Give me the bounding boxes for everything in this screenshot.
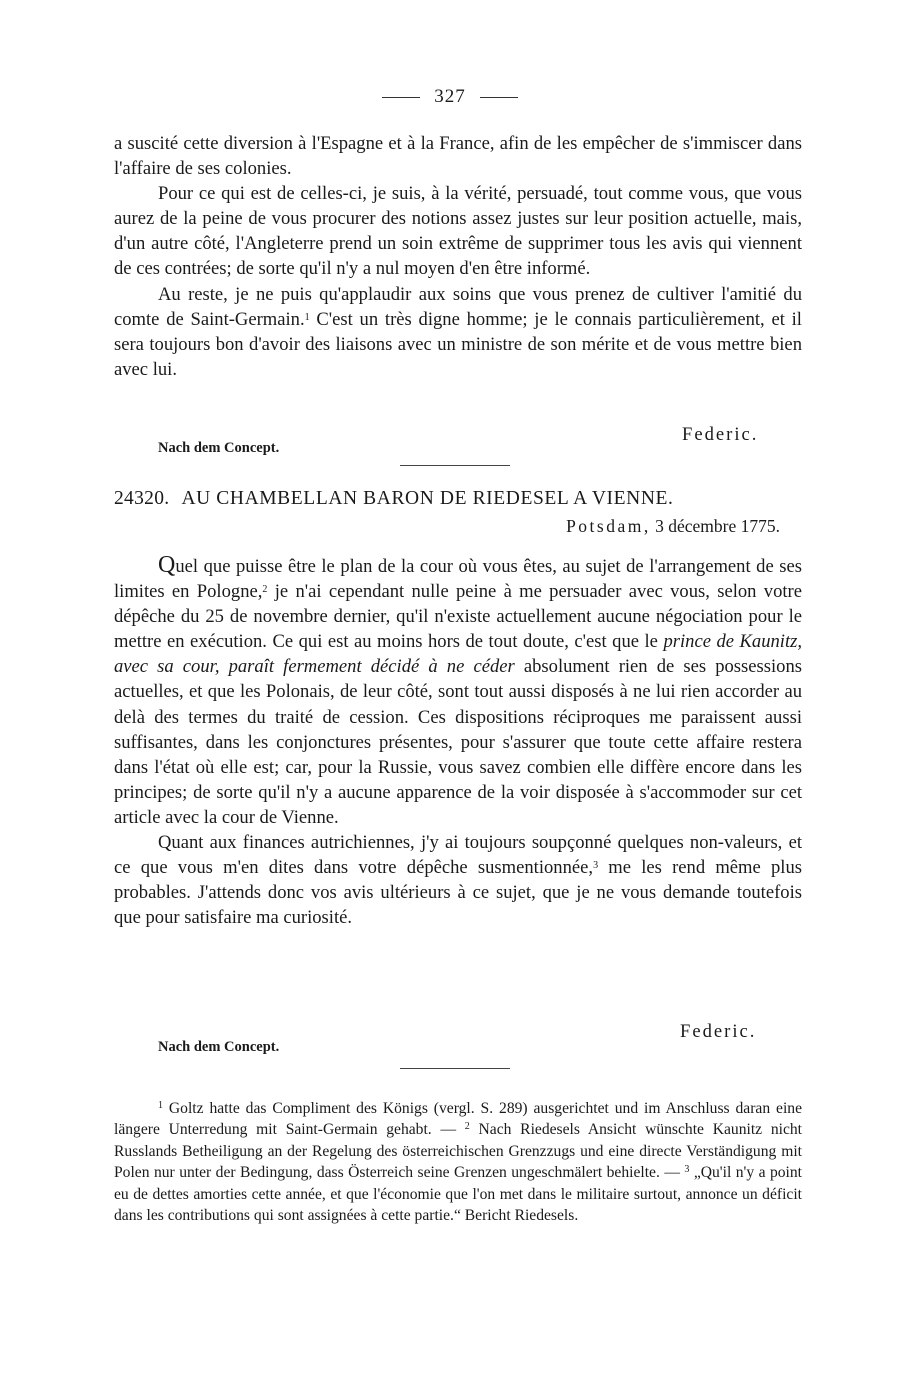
letter-body: [114, 553, 802, 930]
paragraph: [114, 830, 802, 930]
footnote-2: Nach Riedesels Ansicht wünschte Kaunitz nicht Russlands Betheiligung an der Regelung des österreichischen Grenzzugs und eine directe Verständigung mit Polen nur unter der Bedingung, dass Österreich seine Grenzen ungeschmälert behielte. —: [114, 1121, 802, 1182]
paragraph: [114, 553, 802, 830]
page-header: [0, 86, 900, 108]
footnote-ref: 1: [304, 311, 310, 323]
footnote-block: [114, 1098, 802, 1226]
paragraph-text: je n'ai cependant nulle peine à me persuader avec vous, selon votre dépêche du 25 de novembre dernier, qu'il n'existe actuellement aucune négociation pour le mettre en exécution. Ce qui est au moins hors de tout doute, c'est que le: [114, 581, 802, 653]
footnote-mark: 2: [464, 1121, 470, 1133]
header-dash-left: [382, 97, 420, 98]
footnote-mark: 3: [684, 1164, 690, 1176]
section-rule: [400, 465, 510, 466]
paragraph-text: absolument rien de ses possessions actuelles, et que les Polonais, de leur côté, sont tout aussi disposés à ne lui rien accorder au delà des termes du traité de cession. Ces dispositions réciproques me paraissent aussi suffisantes, dans les conjonctures présentes, pour s'assurer que toute cette affaire restera dans l'état où elle est; car, pour la Russie, vous savez combien elle diffère encore dans les principes; de sorte qu'il n'y a aucune apparence de la voir disposée à s'accommoder sur cet article avec la cour de Vienne.: [114, 656, 802, 828]
header-dash-right: [480, 97, 518, 98]
letter-date: 3 décembre 1775.: [655, 516, 780, 536]
paragraph-text: me les rend même plus probables. J'attends donc vos avis ultérieurs à ce sujet, que je ne vous demande toutefois que pour satisfaire ma curiosité.: [114, 857, 802, 929]
paragraph-text: Quant aux finances autrichiennes, j'y ai toujours soupçonné quelques non-valeurs, et ce que vous m'en dites dans votre dépêche susmentionnée,: [114, 832, 802, 879]
signature: Federic.: [680, 1021, 757, 1042]
footnote-1: Goltz hatte das Compliment des Königs (vergl. S. 289) ausgerichtet und im Anschluss daran eine längere Unterredung mit Saint-Germain gehabt. —: [114, 1100, 802, 1139]
paragraph-text: C'est un très digne homme; je le connais particulièrement, et il sera toujours bon d'avoir des liaisons avec un ministre de son mérite et de vous mettre bien avec lui.: [114, 308, 802, 380]
letter-place-date: [566, 516, 780, 537]
footnote-3: „Qu'il n'y a point eu de dettes amorties cette année, et que l'économie que l'on met dans le militaire surtout, annonce un déficit dans les contributions qui sont assignées à cette partie.“ Bericht Riedesels.: [114, 1164, 802, 1225]
preceding-letter-text: [114, 131, 802, 382]
paragraph-text: Au reste, je ne puis qu'applaudir aux soins que vous prenez de cultiver l'amitié du comte de Saint-Germain.: [114, 283, 802, 330]
footnotes: [114, 1098, 802, 1226]
page-number: 327: [434, 86, 466, 107]
letter-number: 24320.: [114, 488, 170, 509]
footnote-ref: 2: [262, 584, 268, 596]
footnote-mark: 1: [158, 1100, 163, 1111]
paragraph: [114, 282, 802, 382]
concept-note: Nach dem Concept.: [158, 1039, 280, 1055]
concept-note: Nach dem Concept.: [158, 440, 280, 456]
section-rule: [400, 1068, 510, 1069]
paragraph: Pour ce qui est de celles-ci, je suis, à la vérité, persuadé, tout comme vous, que vous aurez de la peine de vous procurer des notions assez justes sur leur position actuelle, mais, d'un autre côté, l'Angleterre prend un soin extrême de supprimer tous les avis qui viennent de ces contrées; de sorte qu'il n'y a nul moyen d'en être informé.: [114, 183, 802, 280]
footnote-ref: 3: [593, 860, 599, 872]
paragraph: a suscité cette diversion à l'Espagne et à la France, afin de les empêcher de s'immiscer dans l'affaire de ses colonies.: [114, 133, 802, 180]
letter-title: AU CHAMBELLAN BARON DE RIEDESEL A VIENNE.: [181, 488, 674, 509]
paragraph-text: uel que puisse être le plan de la cour où vous êtes, au sujet de l'arrangement de ses limites en Pologne,: [114, 556, 802, 603]
drop-cap: Q: [158, 552, 176, 578]
paragraph-text-italic: prince de Kaunitz, avec sa cour, paraît fermement décidé à ne céder: [114, 631, 803, 678]
signature: Federic.: [682, 424, 759, 445]
letter-heading: [114, 488, 804, 510]
letter-place: Potsdam,: [566, 516, 651, 536]
